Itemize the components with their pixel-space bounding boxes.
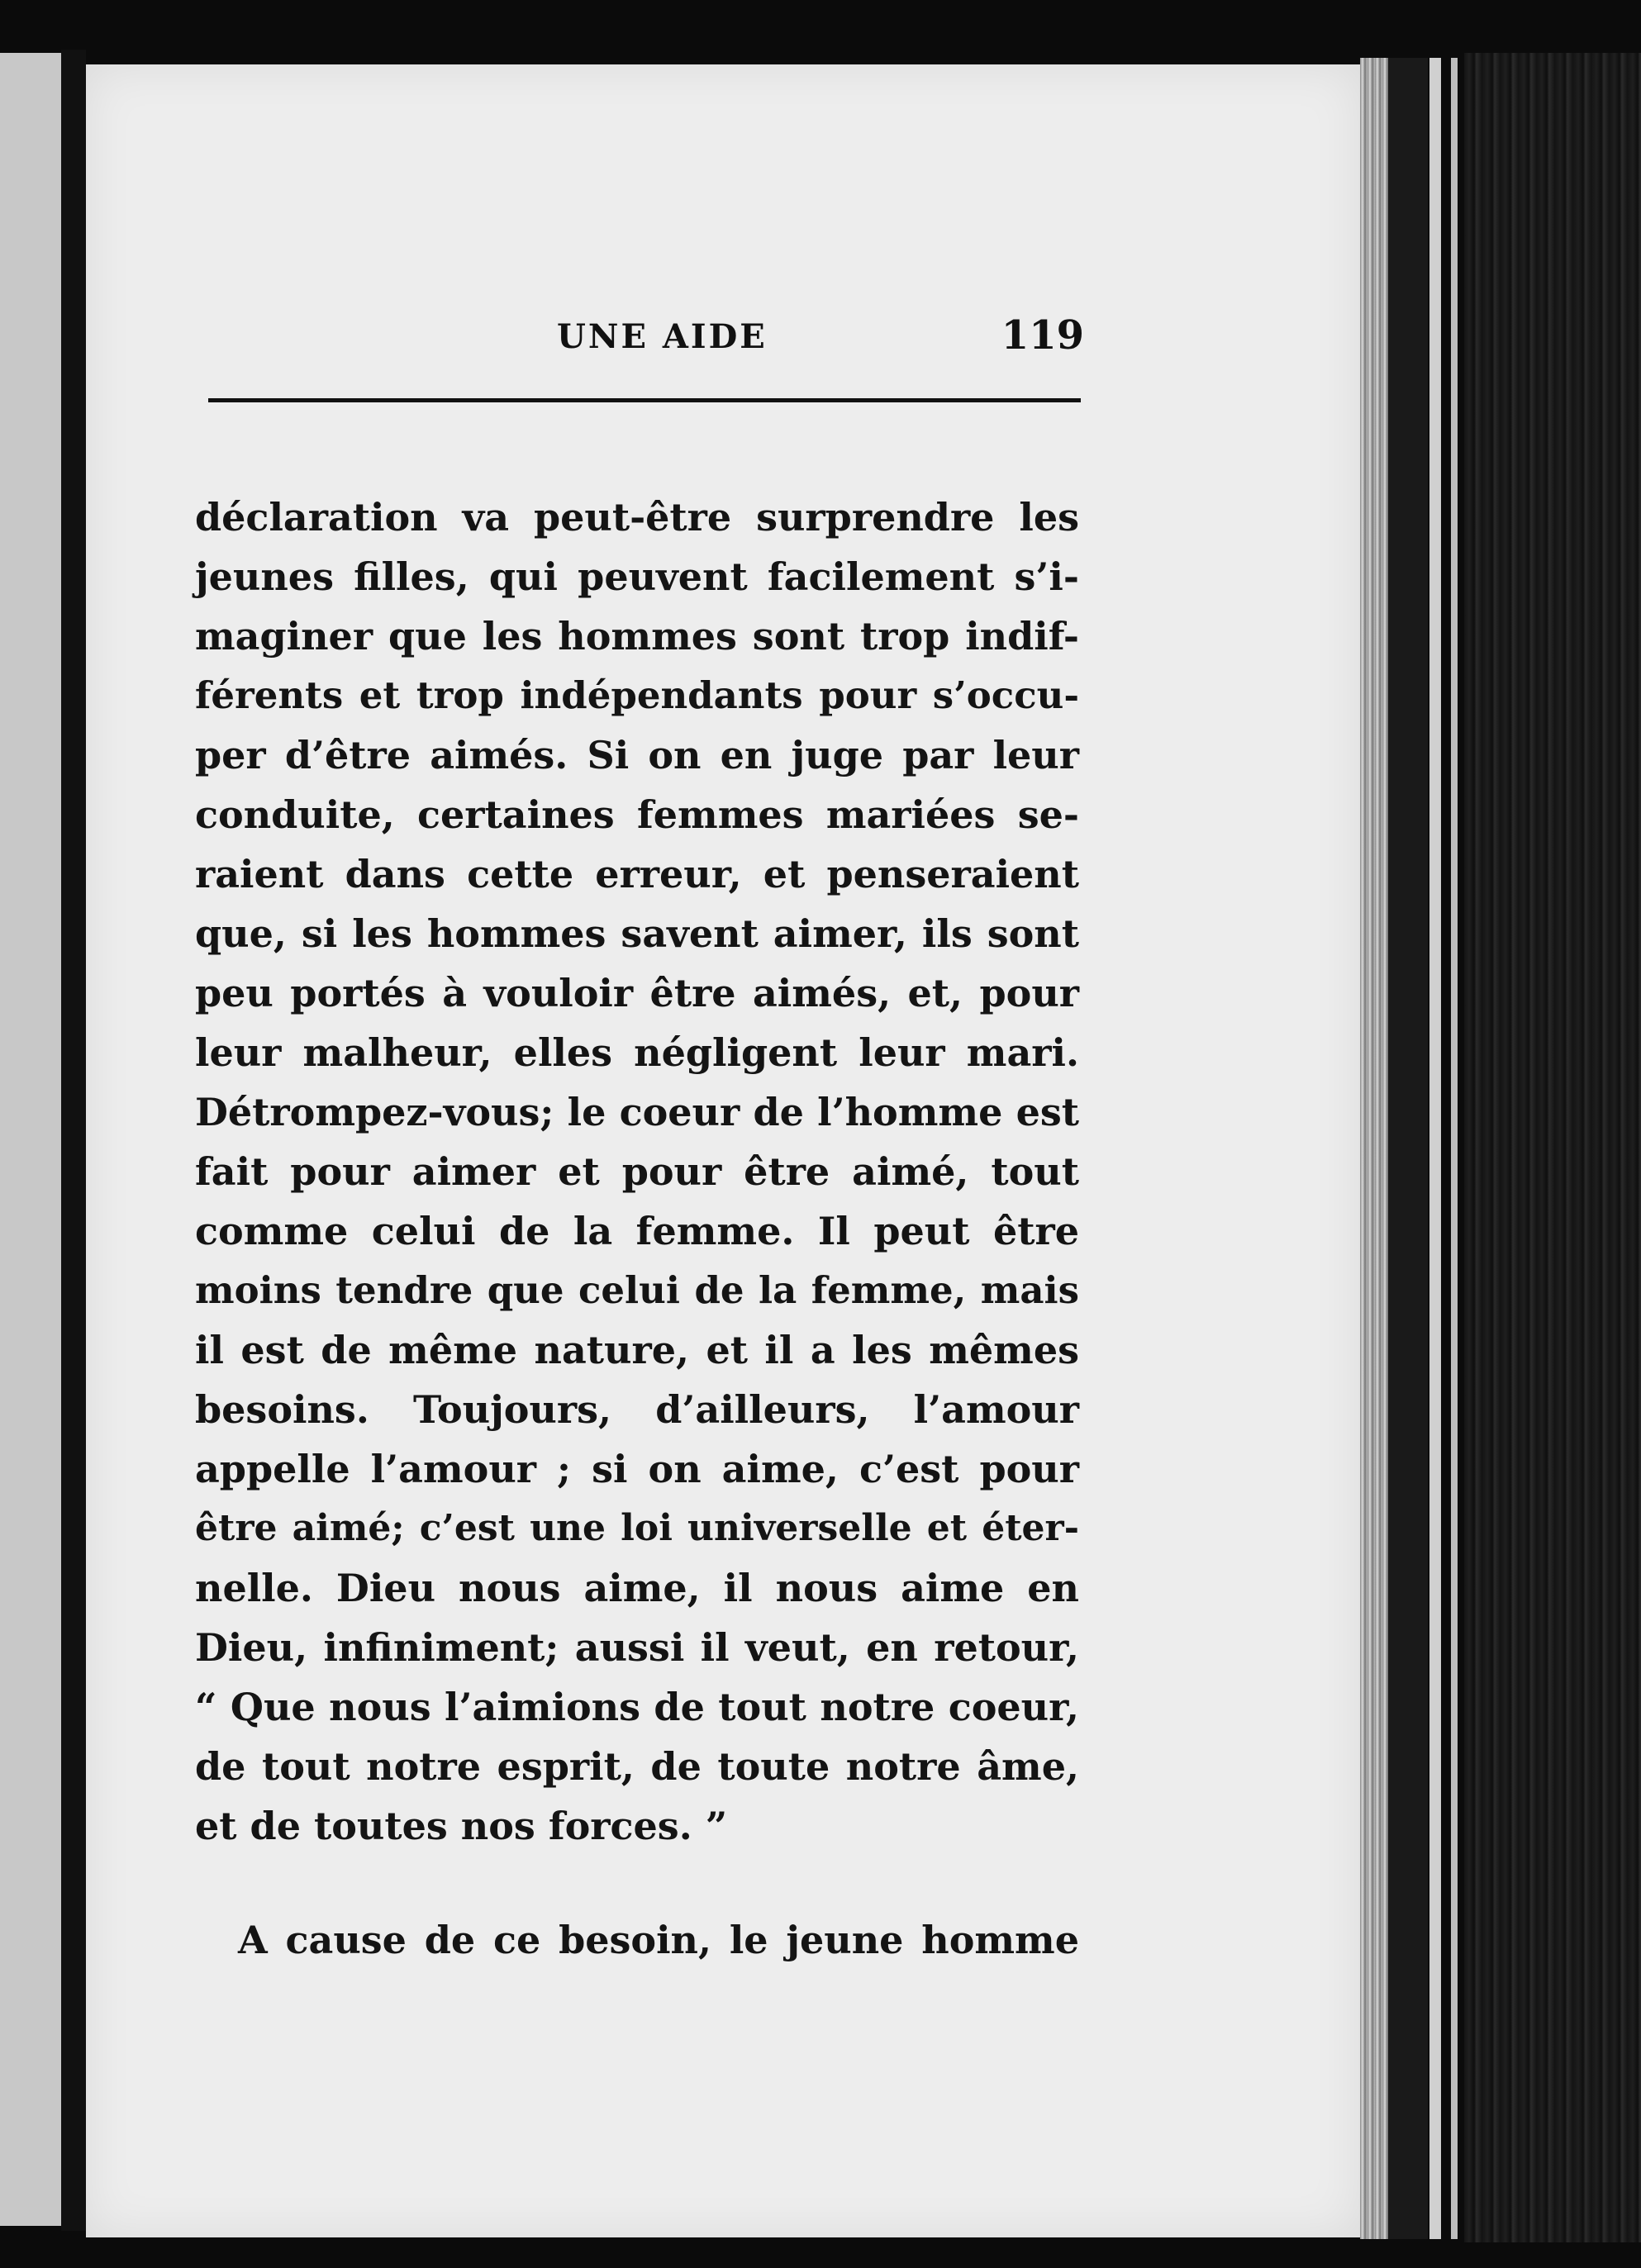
text-line: leur malheur, elles négligent leur mari. <box>195 1030 1079 1075</box>
facing-page-edge <box>0 53 61 2226</box>
body-text <box>195 487 1079 1970</box>
text-line: jeunes filles, qui peuvent facilement s’i- <box>195 554 1079 599</box>
page-edges <box>1360 58 1388 2239</box>
text-line: nelle. Dieu nous aime, il nous aime en <box>195 1566 1079 1610</box>
page-header <box>207 312 1084 362</box>
text-line: que, si les hommes savent aimer, ils sont <box>195 911 1079 956</box>
book-binding <box>61 50 86 2231</box>
paragraph-2 <box>195 1910 1079 1970</box>
text-line: moins tendre que celui de la femme, mais <box>195 1268 1079 1312</box>
text-line: de tout notre esprit, de toute notre âme, <box>195 1744 1079 1789</box>
text-line: appelle l’amour ; si on aime, c’est pour <box>195 1447 1079 1491</box>
text-line: besoins. Toujours, d’ailleurs, l’amour <box>195 1387 1079 1432</box>
page-number: 119 <box>1001 312 1084 359</box>
text-line: maginer que les hommes sont trop indif- <box>195 614 1079 659</box>
text-line: “ Que nous l’aimions de tout notre coeur, <box>195 1685 1079 1729</box>
text-line: il est de même nature, et il a les mêmes <box>195 1328 1079 1372</box>
paragraph-1 <box>195 487 1079 1856</box>
text-line: Dieu, infiniment; aussi il veut, en retour, <box>195 1625 1079 1670</box>
running-head: UNE AIDE <box>557 317 768 356</box>
text-line: per d’être aimés. Si on en juge par leur <box>195 733 1079 777</box>
text-line: A cause de ce besoin, le jeune homme <box>238 1918 1079 1962</box>
text-line: être aimé; c’est une loi universelle et éter- <box>195 1507 1079 1549</box>
text-line: fait pour aimer et pour être aimé, tout <box>195 1149 1079 1194</box>
text-line: comme celui de la femme. Il peut être <box>195 1209 1079 1253</box>
text-line: raient dans cette erreur, et penseraient <box>195 852 1079 896</box>
text-line: férents et trop indépendants pour s’occu- <box>195 673 1079 717</box>
header-rule <box>208 398 1081 402</box>
text-line: déclaration va peut-être surprendre les <box>195 495 1079 540</box>
text-line: conduite, certaines femmes mariées se- <box>195 792 1079 837</box>
text-line: peu portés à vouloir être aimés, et, pour <box>195 971 1079 1015</box>
cover-edge-highlight <box>1429 58 1441 2239</box>
text-line: Détrompez-vous; le coeur de l’homme est <box>195 1090 1079 1134</box>
cover-edge <box>1388 58 1428 2239</box>
text-line: et de toutes nos forces. ” <box>195 1804 728 1848</box>
cover-edge-highlight-2 <box>1451 58 1458 2239</box>
scanner-background <box>1464 53 1641 2242</box>
